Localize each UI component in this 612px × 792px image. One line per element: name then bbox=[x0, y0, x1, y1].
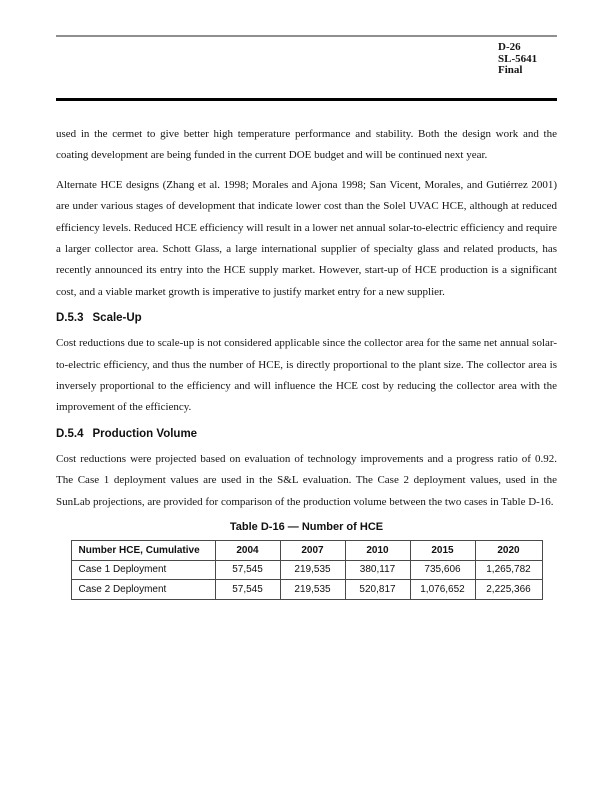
doc-ref-report-number: SL-5641 bbox=[498, 52, 538, 65]
table-header-cell: 2010 bbox=[345, 541, 410, 561]
header-doc-ref bbox=[498, 42, 537, 77]
hce-number-table bbox=[71, 540, 543, 600]
table-header-cell: Number HCE, Cumulative bbox=[71, 541, 215, 561]
table-caption: Table D-16 — Number of HCE bbox=[229, 521, 384, 534]
section-title: Production Volume bbox=[92, 427, 198, 440]
table-value-cell: 735,606 bbox=[410, 560, 475, 580]
table-header-cell: 2020 bbox=[475, 541, 542, 561]
table-value-cell: 2,225,366 bbox=[475, 580, 542, 600]
table-value-cell: 1,265,782 bbox=[475, 560, 542, 580]
table-value-cell: 1,076,652 bbox=[410, 580, 475, 600]
section-number: D.5.3 bbox=[56, 312, 84, 325]
header-top-rule bbox=[56, 35, 557, 37]
table-value-cell: 219,535 bbox=[280, 580, 345, 600]
section-heading-production-volume bbox=[56, 427, 557, 441]
table-header-row bbox=[71, 541, 542, 561]
row-label-cell: Case 1 Deployment bbox=[71, 560, 215, 580]
paragraph-production-volume: Cost reductions were projected based on evaluation of technology improvements and a progress ratio of 0.92. The Case 1 deployment values are used in the S&L evaluation. The Case 2 deployment values, used in the SunLab projections, are provided for comparison of the production volume between the two cases in Table D-16. bbox=[56, 452, 557, 508]
doc-ref-status: Final bbox=[498, 64, 523, 77]
table-value-cell: 219,535 bbox=[280, 560, 345, 580]
table-header-cell: 2004 bbox=[215, 541, 280, 561]
table-row bbox=[71, 560, 542, 580]
row-label-cell: Case 2 Deployment bbox=[71, 580, 215, 600]
paragraph-cermet-coating: used in the cermet to give better high temperature performance and stability. Both the design work and the coating development are being funded in the current DOE budget and will be continued next year. bbox=[56, 128, 557, 162]
header-bottom-rule bbox=[56, 98, 557, 101]
section-title: Scale-Up bbox=[92, 312, 142, 325]
table-value-cell: 380,117 bbox=[345, 560, 410, 580]
paragraph-alternate-hce-designs: Alternate HCE designs (Zhang et al. 1998; Morales and Ajona 1998; San Vicent, Morales, and Gutiérrez 2001) are under various stages of development that indicate lower cost than the Solel UVAC HCE, although at reduced efficiency levels. Reduced HCE efficiency will result in a lower net annual solar-to-electric efficiency and require a larger collector area. Schott Glass, a large international supplier of specialty glass and related products, has recently announced its entry into the HCE supply market. However, start-up of HCE production is a significant cost, and a viable market growth is imperative to justify market entry for a new supplier. bbox=[56, 178, 557, 298]
table-header-cell: 2007 bbox=[280, 541, 345, 561]
table-header-cell: 2015 bbox=[410, 541, 475, 561]
doc-ref-page-number: D-26 bbox=[498, 41, 521, 53]
table-value-cell: 57,545 bbox=[215, 580, 280, 600]
section-number: D.5.4 bbox=[56, 427, 84, 440]
table-row bbox=[71, 580, 542, 600]
section-heading-scale-up bbox=[56, 311, 557, 325]
table-value-cell: 520,817 bbox=[345, 580, 410, 600]
page-body bbox=[56, 124, 557, 600]
table-value-cell: 57,545 bbox=[215, 560, 280, 580]
paragraph-scale-up: Cost reductions due to scale-up is not considered applicable since the collector area for the same net annual solar-to-electric efficiency, and thus the number of HCE, is directly proportional to the plant size. The collector area is inversely proportional to the efficiency and will influence the HCE cost by reducing the collector area with the improvement of the efficiency. bbox=[56, 337, 557, 414]
